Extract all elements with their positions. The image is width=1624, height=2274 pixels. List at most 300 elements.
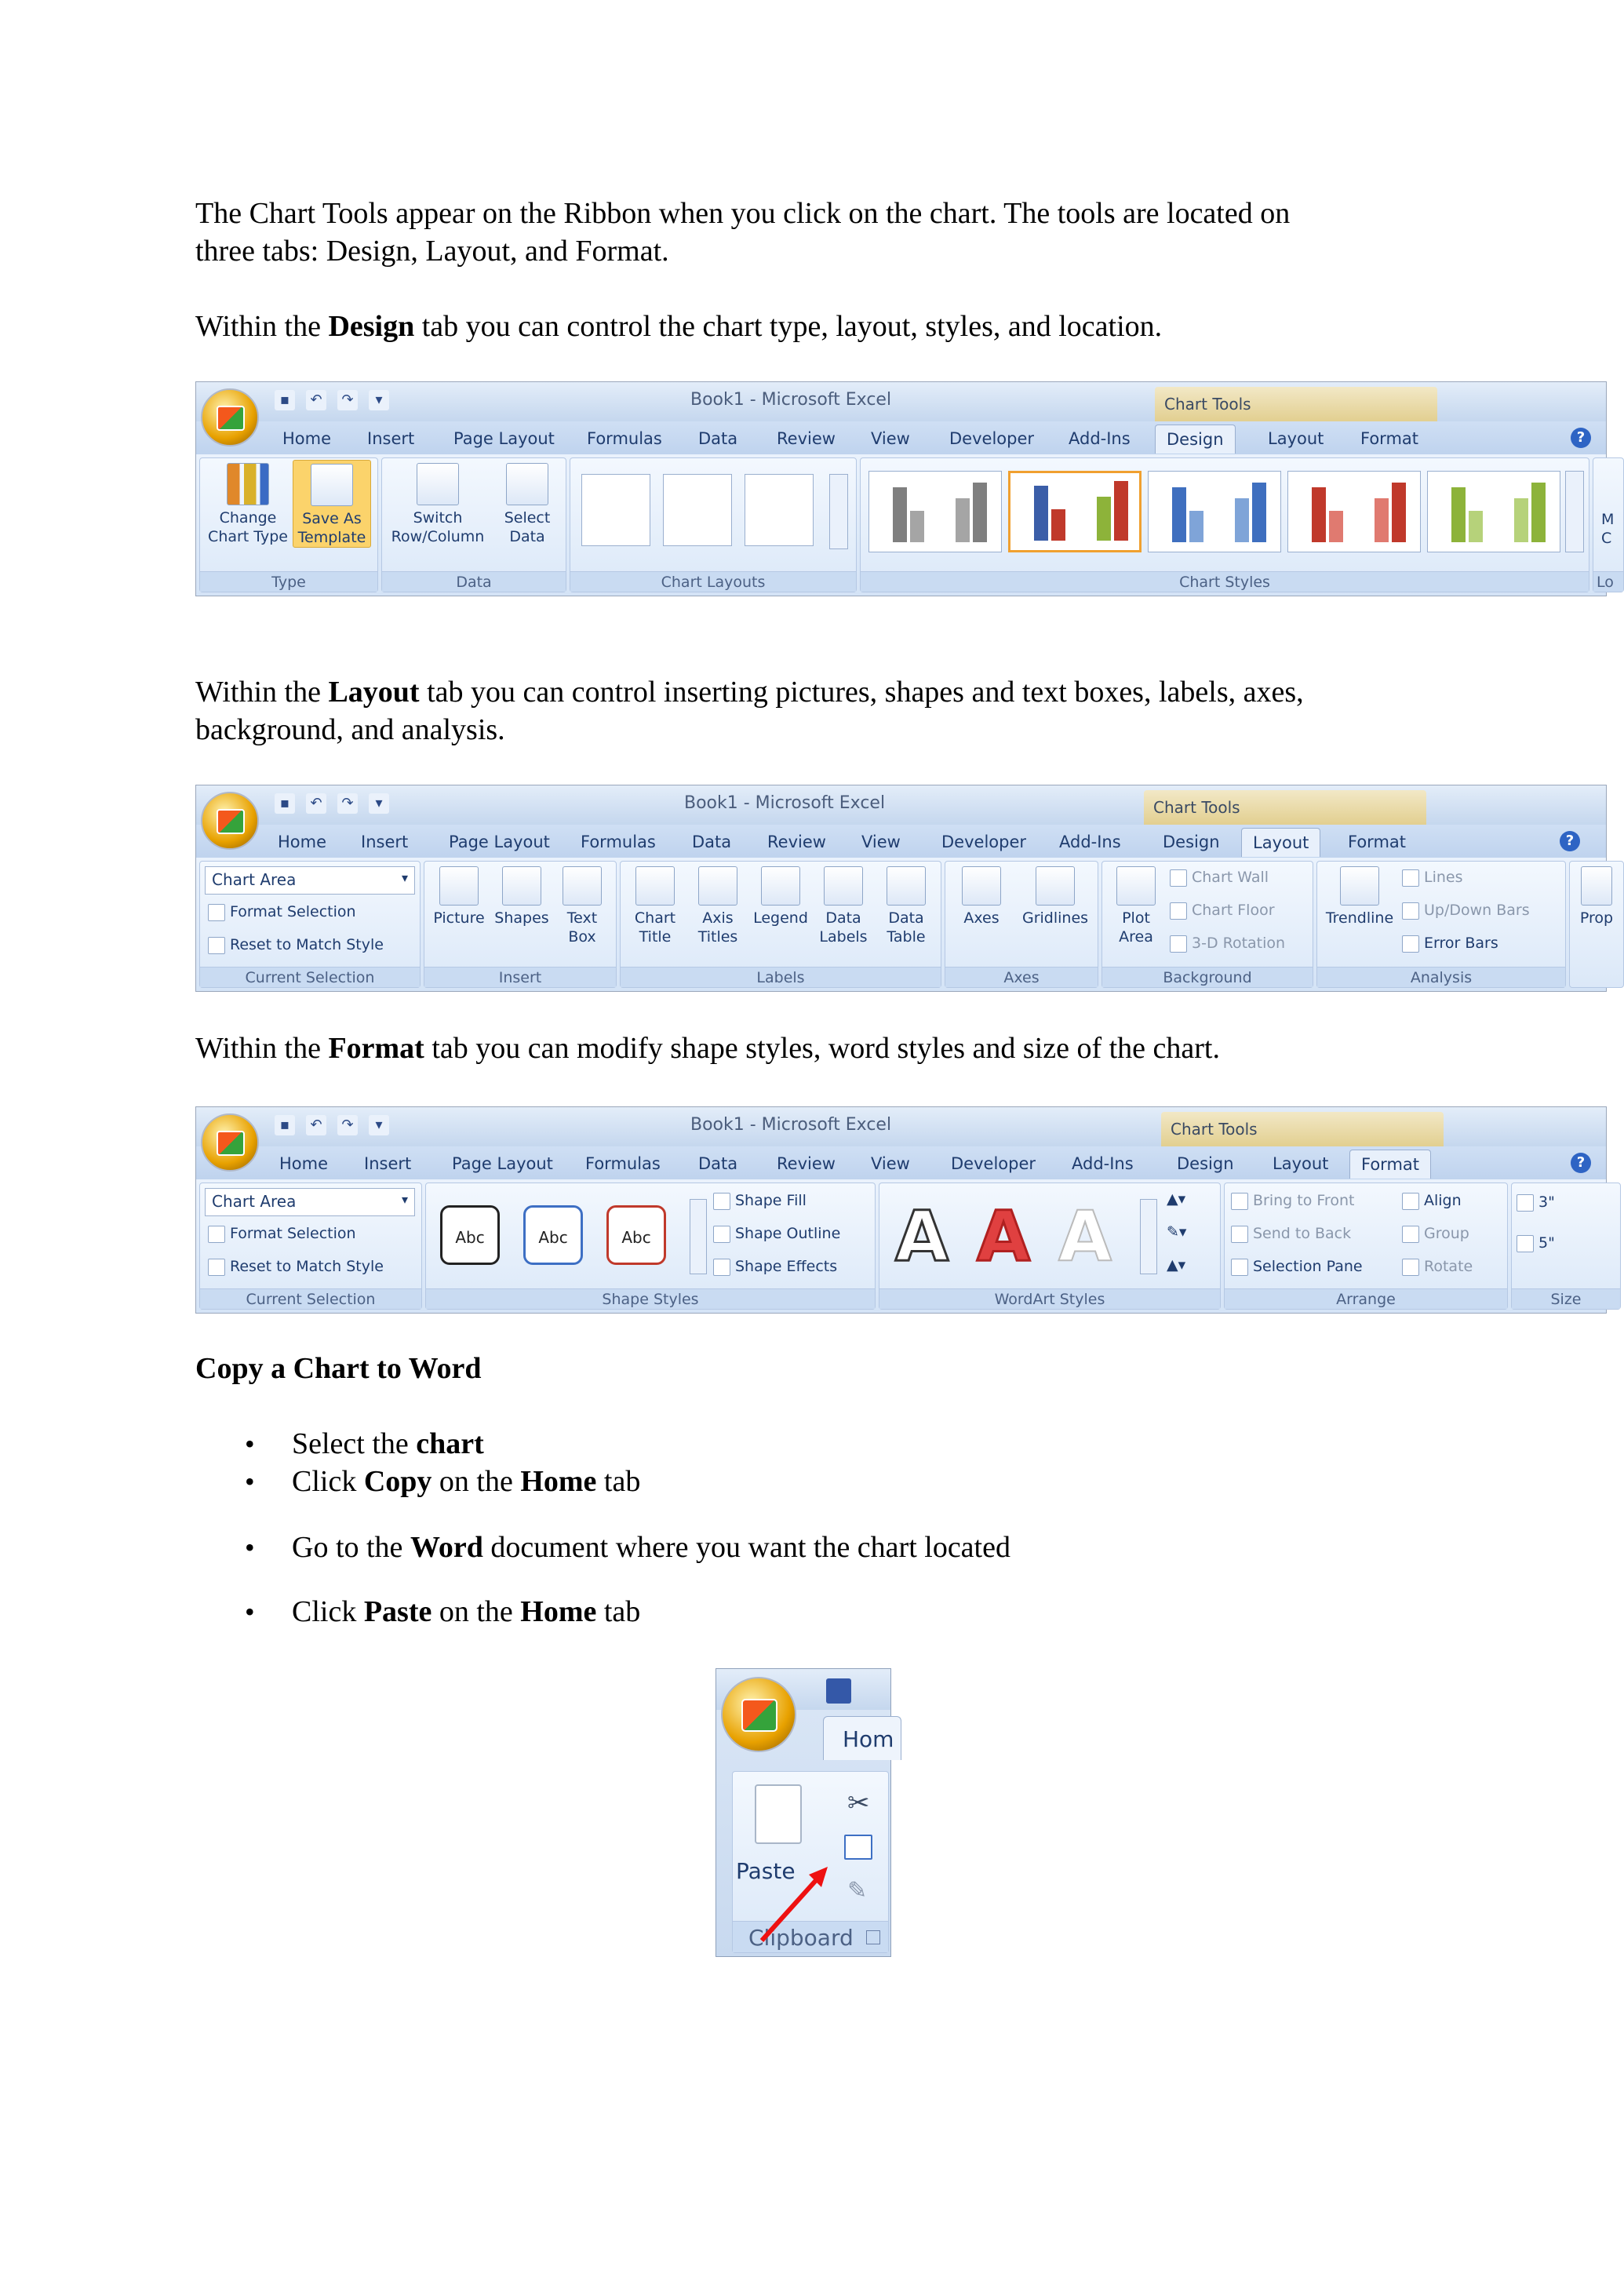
- tab-layout[interactable]: Layout: [1273, 1154, 1329, 1173]
- step-3-bold: Word: [410, 1531, 483, 1564]
- customize-qat-icon[interactable]: ▾: [369, 793, 389, 814]
- steps-list-1: [251, 1425, 640, 1500]
- tab-add-ins[interactable]: Add-Ins: [1059, 833, 1121, 851]
- shapes-button[interactable]: [490, 866, 553, 927]
- group-insert: [424, 861, 617, 988]
- group-size-label: Size: [1512, 1288, 1620, 1309]
- chart-style-3[interactable]: [1148, 471, 1281, 552]
- chart-tools-context: [1155, 387, 1437, 421]
- wordart-style-outline[interactable]: A: [895, 1196, 949, 1277]
- text-box-button[interactable]: [555, 866, 610, 946]
- tab-home[interactable]: Hom: [823, 1716, 901, 1760]
- tab-data[interactable]: Data: [698, 1154, 738, 1173]
- help-icon[interactable]: ?: [1571, 428, 1591, 448]
- selection-pane-label: Selection Pane: [1253, 1258, 1363, 1275]
- step-3-pre: Go to the: [292, 1531, 410, 1564]
- chart-wall-icon: [1170, 869, 1187, 887]
- group-shape-styles: [425, 1183, 876, 1310]
- shape-outline-button[interactable]: [713, 1224, 840, 1243]
- title-bar: [196, 785, 1606, 825]
- chart-type-icon: [227, 463, 269, 505]
- tab-data[interactable]: Data: [692, 833, 732, 851]
- group-location-label: Lo: [1593, 571, 1623, 592]
- red-arrow-icon: [754, 1854, 848, 1948]
- height-value: 3": [1538, 1193, 1555, 1211]
- tab-view[interactable]: View: [861, 833, 901, 851]
- tab-design[interactable]: Design: [1177, 1154, 1234, 1173]
- tab-insert[interactable]: Insert: [367, 429, 415, 448]
- up-down-bars-button[interactable]: [1402, 901, 1530, 920]
- text-box-label: Text Box: [566, 909, 598, 946]
- tab-layout[interactable]: Layout: [1268, 429, 1324, 448]
- tab-format[interactable]: Format: [1360, 429, 1419, 448]
- lines-label: Lines: [1424, 869, 1463, 886]
- axis-titles-icon: [698, 866, 737, 906]
- ribbon-tabs: [196, 1146, 1606, 1179]
- ribbon-body: [196, 858, 1614, 991]
- gridlines-icon: [1036, 866, 1075, 906]
- steps-list-2: [251, 1529, 1010, 1566]
- picture-button[interactable]: [429, 866, 489, 927]
- lines-button[interactable]: [1402, 868, 1463, 887]
- step-go-to-word: [251, 1529, 1010, 1566]
- step-4-bold: Paste: [363, 1595, 432, 1628]
- design-para-post: tab you can control the chart type, layout, styles, and location.: [414, 310, 1163, 343]
- shape-fill-icon: [713, 1193, 730, 1210]
- properties-label: Prop: [1579, 909, 1614, 927]
- plot-area-button[interactable]: [1105, 866, 1167, 946]
- wordart-style-light[interactable]: A: [1058, 1196, 1112, 1277]
- plot-area-icon: [1116, 866, 1156, 906]
- gridlines-button[interactable]: [1014, 866, 1096, 927]
- format-para-pre: Within the: [195, 1032, 329, 1065]
- layout-thumb-2[interactable]: [663, 474, 732, 546]
- group-type: [199, 457, 378, 592]
- reset-style-label: Reset to Match Style: [230, 1258, 384, 1275]
- format-selection-icon: [208, 1226, 225, 1243]
- text-box-icon: [563, 866, 602, 906]
- rotate-icon: [1402, 1259, 1419, 1276]
- trendline-icon: [1340, 866, 1379, 906]
- design-paragraph: [195, 308, 1451, 345]
- plot-area-label: Plot Area: [1119, 909, 1153, 946]
- format-ribbon-screenshot: [195, 1106, 1607, 1314]
- change-chart-type-button[interactable]: [206, 463, 289, 546]
- group-chart-layouts-label: Chart Layouts: [570, 571, 856, 592]
- format-selection-icon: [208, 904, 225, 921]
- send-to-back-label: Send to Back: [1253, 1225, 1352, 1242]
- office-logo-icon: [741, 1699, 777, 1732]
- align-button[interactable]: [1402, 1191, 1462, 1210]
- step-2-bold2: Home: [520, 1465, 597, 1498]
- group-axes-label: Axes: [945, 967, 1098, 987]
- data-labels-button[interactable]: [812, 866, 875, 946]
- format-para-post: tab you can modify shape styles, word styles and size of the chart.: [424, 1032, 1220, 1065]
- gridlines-label: Gridlines: [1021, 909, 1089, 927]
- layout-para-pre: Within the: [195, 676, 329, 709]
- clipboard-group-label: Clipboard: [733, 1921, 888, 1952]
- layout-thumb-3[interactable]: [745, 474, 814, 546]
- quick-access-toolbar: [275, 390, 389, 410]
- bring-to-front-icon: [1231, 1193, 1248, 1210]
- axes-icon: [962, 866, 1001, 906]
- save-icon[interactable]: ▪: [275, 1115, 295, 1135]
- save-as-template-label: Save As Template: [297, 510, 366, 546]
- align-icon: [1402, 1193, 1419, 1210]
- format-selection-button[interactable]: [208, 1224, 356, 1243]
- chart-floor-button[interactable]: [1170, 901, 1275, 920]
- group-chart-layouts: [570, 457, 857, 592]
- up-down-bars-icon: [1402, 902, 1419, 920]
- step-4-bold2: Home: [520, 1595, 597, 1628]
- step-3-post: document where you want the chart located: [482, 1531, 1010, 1564]
- reset-style-icon: [208, 937, 225, 954]
- height-icon: [1517, 1194, 1534, 1212]
- group-current-selection: [199, 861, 421, 988]
- help-icon[interactable]: ?: [1560, 831, 1580, 851]
- office-button[interactable]: [201, 1113, 259, 1172]
- wordart-style-red[interactable]: A: [977, 1196, 1031, 1277]
- bring-to-front-button[interactable]: [1231, 1191, 1354, 1210]
- send-to-back-icon: [1231, 1226, 1248, 1243]
- shapes-label: Shapes: [494, 909, 549, 927]
- shape-outline-label: Shape Outline: [735, 1225, 841, 1242]
- group-wordart-styles-label: WordArt Styles: [879, 1288, 1220, 1309]
- axes-label: Axes: [963, 909, 1000, 927]
- step-2-bold: Copy: [363, 1465, 432, 1498]
- group-current-selection-label: Current Selection: [200, 967, 420, 987]
- group-type-label: Type: [200, 571, 377, 592]
- trendline-label: Trendline: [1325, 909, 1394, 927]
- chart-elements-dropdown[interactable]: Chart Area ▾: [205, 1188, 415, 1216]
- undo-icon[interactable]: ↶: [306, 390, 326, 410]
- redo-icon[interactable]: ↷: [337, 793, 358, 814]
- tab-insert[interactable]: Insert: [364, 1154, 412, 1173]
- shape-styles-scroll[interactable]: [690, 1199, 707, 1274]
- customize-qat-icon[interactable]: ▾: [369, 1115, 389, 1135]
- step-2-mid: on the: [431, 1465, 521, 1498]
- data-labels-label: Data Labels: [819, 909, 868, 946]
- chart-tools-context: [1161, 1112, 1444, 1146]
- tab-view[interactable]: View: [871, 1154, 910, 1173]
- group-current-selection: [199, 1183, 422, 1310]
- switch-row-column-button[interactable]: [385, 463, 490, 546]
- shape-fill-button[interactable]: [713, 1191, 807, 1210]
- design-para-pre: Within the: [195, 310, 329, 343]
- tab-page-layout[interactable]: Page Layout: [452, 1154, 553, 1173]
- legend-button[interactable]: [749, 866, 812, 927]
- chart-wall-label: Chart Wall: [1192, 869, 1269, 886]
- chart-title-icon: [635, 866, 675, 906]
- rotate-button[interactable]: [1402, 1257, 1473, 1276]
- step-click-copy: [251, 1463, 640, 1500]
- shape-style-black[interactable]: Abc: [440, 1205, 500, 1265]
- tab-format[interactable]: Format: [1348, 833, 1407, 851]
- save-as-template-button[interactable]: [293, 460, 371, 548]
- select-data-icon: [506, 463, 548, 505]
- bring-to-front-label: Bring to Front: [1253, 1192, 1355, 1209]
- step-1-pre: Select the: [292, 1427, 417, 1460]
- window-title: Book1 - Microsoft Excel: [690, 390, 892, 410]
- data-labels-icon: [824, 866, 863, 906]
- reset-style-icon: [208, 1259, 225, 1276]
- text-outline-icon[interactable]: ✎▾: [1167, 1223, 1187, 1241]
- legend-label: Legend: [753, 909, 808, 927]
- group-size: [1511, 1183, 1621, 1310]
- layout-ribbon-screenshot: [195, 785, 1614, 992]
- ribbon-tabs: [196, 421, 1606, 454]
- send-to-back-button[interactable]: [1231, 1224, 1351, 1243]
- intro-line-2: three tabs: Design, Layout, and Format.: [195, 235, 669, 268]
- format-selection-button[interactable]: [208, 902, 356, 921]
- selection-pane-icon: [1231, 1259, 1248, 1276]
- step-4-post: tab: [596, 1595, 641, 1628]
- layout-thumb-1[interactable]: [581, 474, 650, 546]
- width-icon: [1517, 1235, 1534, 1252]
- ribbon-body: [196, 1179, 1606, 1313]
- design-para-bold: Design: [328, 310, 415, 343]
- group-shape-styles-label: Shape Styles: [426, 1288, 875, 1309]
- chart-style-1[interactable]: [868, 471, 1002, 552]
- up-down-bars-label: Up/Down Bars: [1424, 902, 1530, 919]
- 3d-rotation-button[interactable]: [1170, 934, 1285, 953]
- arrow-shaft: [762, 1878, 818, 1941]
- office-logo-icon: [217, 406, 245, 431]
- tab-layout[interactable]: Layout: [1241, 828, 1320, 857]
- redo-icon[interactable]: ↷: [337, 1115, 358, 1135]
- wordart-scroll[interactable]: [1140, 1199, 1157, 1274]
- dialog-launcher-icon[interactable]: [866, 1930, 880, 1944]
- clipboard-screenshot: [716, 1668, 894, 1957]
- chart-style-4[interactable]: [1287, 471, 1421, 552]
- intro-line-1: The Chart Tools appear on the Ribbon when you click on the chart. The tools are located on: [195, 197, 1291, 230]
- shape-style-red[interactable]: Abc: [606, 1205, 666, 1265]
- data-table-icon: [887, 866, 926, 906]
- step-4-pre: Click: [292, 1595, 364, 1628]
- shape-outline-icon: [713, 1226, 730, 1243]
- reset-to-match-style-button[interactable]: [208, 935, 384, 954]
- tab-home[interactable]: Home: [279, 1154, 329, 1173]
- chart-elements-dropdown[interactable]: Chart Area ▾: [205, 866, 415, 895]
- group-properties-cut: [1569, 861, 1624, 988]
- legend-icon: [761, 866, 800, 906]
- rotation-label: 3-D Rotation: [1192, 935, 1286, 952]
- group-background-label: Background: [1102, 967, 1313, 987]
- group-icon: [1402, 1226, 1419, 1243]
- move-chart-cut-label-2: C: [1601, 530, 1612, 547]
- layouts-scroll[interactable]: [829, 474, 848, 549]
- group-data-label: Data: [382, 571, 566, 592]
- tab-formulas[interactable]: Formulas: [587, 429, 662, 448]
- chart-floor-icon: [1170, 902, 1187, 920]
- layout-para-line-2: background, and analysis.: [195, 713, 505, 746]
- move-chart-cut-label-1: M: [1601, 511, 1615, 528]
- chart-tools-label: Chart Tools: [1164, 395, 1251, 414]
- window-title: Book1 - Microsoft Excel: [684, 793, 886, 813]
- tab-design[interactable]: Design: [1155, 425, 1236, 454]
- data-table-label: Data Table: [887, 909, 926, 946]
- save-icon[interactable]: ▪: [275, 390, 295, 410]
- save-template-icon: [311, 464, 353, 506]
- reset-style-label: Reset to Match Style: [230, 936, 384, 953]
- group-button[interactable]: [1402, 1224, 1469, 1243]
- shape-fill-label: Shape Fill: [735, 1192, 807, 1209]
- axis-titles-button[interactable]: [686, 866, 749, 946]
- chart-tools-context: [1144, 790, 1426, 825]
- tab-review[interactable]: Review: [777, 1154, 836, 1173]
- chart-floor-label: Chart Floor: [1192, 902, 1275, 919]
- data-table-button[interactable]: [875, 866, 938, 946]
- office-button[interactable]: [721, 1677, 796, 1752]
- tab-formulas[interactable]: Formulas: [585, 1154, 661, 1173]
- cut-icon[interactable]: ✂: [847, 1787, 870, 1819]
- step-4-mid: on the: [431, 1595, 521, 1628]
- tab-view[interactable]: View: [871, 429, 910, 448]
- reset-to-match-style-button[interactable]: [208, 1257, 384, 1276]
- chart-wall-button[interactable]: [1170, 868, 1269, 887]
- paste-button[interactable]: Paste: [736, 1858, 796, 1884]
- text-fill-icon[interactable]: ▲▾: [1167, 1190, 1186, 1208]
- format-selection-label: Format Selection: [230, 903, 356, 920]
- tab-developer[interactable]: Developer: [949, 429, 1035, 448]
- group-arrange: [1224, 1183, 1508, 1310]
- tab-developer[interactable]: Developer: [941, 833, 1027, 851]
- error-bars-icon: [1402, 935, 1419, 953]
- chart-title-label: Chart Title: [634, 909, 676, 946]
- undo-icon[interactable]: ↶: [306, 1115, 326, 1135]
- tab-formulas[interactable]: Formulas: [581, 833, 656, 851]
- layout-para-post: tab you can control inserting pictures, shapes and text boxes, labels, axes,: [419, 676, 1304, 709]
- chart-tools-label: Chart Tools: [1153, 798, 1240, 817]
- group-data: [381, 457, 566, 592]
- group-axes: [945, 861, 1098, 988]
- group-analysis-label: Analysis: [1317, 967, 1565, 987]
- shapes-icon: [502, 866, 541, 906]
- redo-icon[interactable]: ↷: [337, 390, 358, 410]
- intro-paragraph: [195, 195, 1451, 270]
- group-labels-label: Labels: [621, 967, 941, 987]
- shape-effects-button[interactable]: [713, 1257, 837, 1276]
- format-paragraph: [195, 1029, 1451, 1067]
- text-effects-icon[interactable]: ▲▾: [1167, 1256, 1186, 1274]
- rotation-icon: [1170, 935, 1187, 953]
- axes-button[interactable]: [949, 866, 1014, 927]
- shape-effects-label: Shape Effects: [735, 1258, 838, 1275]
- chart-style-2[interactable]: [1008, 471, 1142, 552]
- shape-style-blue[interactable]: Abc: [523, 1205, 583, 1265]
- select-data-button[interactable]: [493, 463, 561, 546]
- format-selection-label: Format Selection: [230, 1225, 356, 1242]
- chart-style-5[interactable]: [1427, 471, 1560, 552]
- error-bars-button[interactable]: [1402, 934, 1498, 953]
- tab-page-layout[interactable]: Page Layout: [449, 833, 550, 851]
- switch-icon: [417, 463, 459, 505]
- tab-insert[interactable]: Insert: [361, 833, 409, 851]
- save-icon[interactable]: ▪: [275, 793, 295, 814]
- tab-add-ins[interactable]: Add-Ins: [1072, 1154, 1134, 1173]
- group-wordart-styles: [879, 1183, 1221, 1310]
- shape-height-field[interactable]: [1517, 1193, 1555, 1212]
- width-value: 5": [1538, 1234, 1555, 1252]
- tab-home[interactable]: Home: [282, 429, 332, 448]
- tab-page-layout[interactable]: Page Layout: [453, 429, 555, 448]
- error-bars-label: Error Bars: [1424, 935, 1498, 952]
- quick-access-toolbar: [275, 1115, 389, 1135]
- axis-titles-label: Axis Titles: [697, 909, 738, 946]
- layout-para-bold: Layout: [328, 676, 420, 709]
- group-chart-styles: [860, 457, 1589, 592]
- step-select-chart: [251, 1425, 640, 1463]
- group-location-cut: [1593, 457, 1624, 592]
- title-bar: [196, 382, 1606, 421]
- group-current-selection-label: Current Selection: [200, 1288, 421, 1309]
- office-logo-icon: [217, 1131, 245, 1156]
- step-click-paste: [251, 1593, 640, 1631]
- picture-icon: [439, 866, 479, 906]
- tab-data[interactable]: Data: [698, 429, 738, 448]
- customize-qat-icon[interactable]: ▾: [369, 390, 389, 410]
- switch-row-column-label: Switch Row/Column: [391, 509, 485, 545]
- rotate-label: Rotate: [1424, 1258, 1473, 1275]
- help-icon[interactable]: ?: [1571, 1153, 1591, 1173]
- tab-design[interactable]: Design: [1163, 833, 1220, 851]
- design-ribbon-screenshot: [195, 381, 1615, 596]
- undo-icon[interactable]: ↶: [306, 793, 326, 814]
- format-painter-icon[interactable]: ✎: [847, 1877, 868, 1904]
- office-button[interactable]: [201, 792, 259, 850]
- group-arrange-label: Arrange: [1225, 1288, 1507, 1309]
- group-label: Group: [1424, 1225, 1469, 1242]
- window-title: Book1 - Microsoft Excel: [690, 1115, 892, 1135]
- shape-width-field[interactable]: [1517, 1234, 1555, 1252]
- tab-review[interactable]: Review: [777, 429, 836, 448]
- lines-icon: [1402, 869, 1419, 887]
- title-bar: [196, 1107, 1606, 1146]
- layout-paragraph: [195, 673, 1451, 749]
- tab-add-ins[interactable]: Add-Ins: [1069, 429, 1131, 448]
- paste-icon: [755, 1784, 802, 1844]
- step-1-bold: chart: [416, 1427, 484, 1460]
- copy-chart-heading: Copy a Chart to Word: [195, 1352, 482, 1385]
- properties-button[interactable]: [1573, 866, 1620, 927]
- save-icon[interactable]: [826, 1678, 851, 1704]
- properties-icon: [1581, 866, 1612, 906]
- shape-effects-icon: [713, 1259, 730, 1276]
- ribbon-tabs: [196, 825, 1606, 858]
- picture-label: Picture: [433, 909, 485, 927]
- tab-home[interactable]: Home: [278, 833, 327, 851]
- office-button[interactable]: [201, 388, 259, 446]
- styles-scroll[interactable]: [1565, 471, 1584, 552]
- group-insert-label: Insert: [424, 967, 616, 987]
- chart-tools-label: Chart Tools: [1171, 1120, 1258, 1139]
- group-labels: [620, 861, 941, 988]
- chart-title-button[interactable]: [624, 866, 686, 946]
- office-logo-icon: [217, 809, 245, 834]
- tab-review[interactable]: Review: [767, 833, 826, 851]
- ribbon-body: [196, 454, 1615, 596]
- align-label: Align: [1424, 1192, 1462, 1209]
- selection-pane-button[interactable]: [1231, 1257, 1363, 1276]
- copy-icon[interactable]: [844, 1835, 872, 1860]
- trendline-button[interactable]: [1320, 866, 1399, 927]
- tab-format[interactable]: Format: [1349, 1150, 1431, 1179]
- change-chart-type-label: Change Chart Type: [208, 509, 288, 545]
- select-data-label: Select Data: [504, 509, 551, 545]
- step-2-post: tab: [596, 1465, 641, 1498]
- tab-developer[interactable]: Developer: [951, 1154, 1036, 1173]
- steps-list-3: [251, 1593, 640, 1631]
